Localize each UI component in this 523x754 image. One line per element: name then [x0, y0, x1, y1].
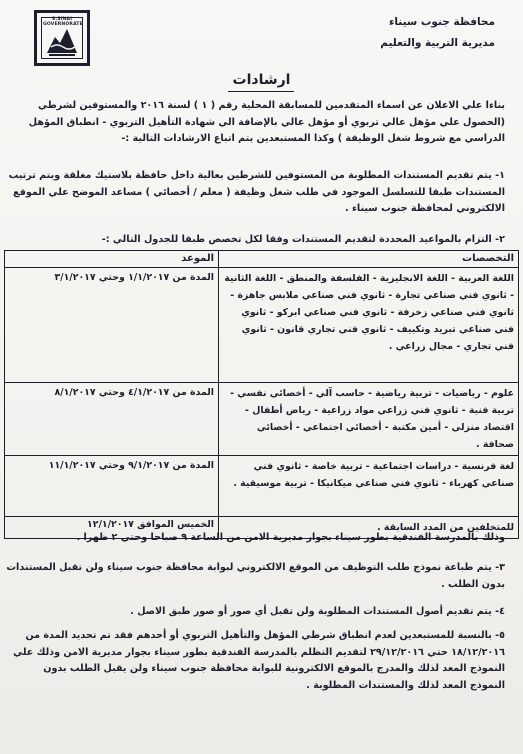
table-row [5, 268, 519, 383]
instruction-5: ٥- بالنسبة للمستبعدين لعدم انطباق شرطي المؤهل والتأهيل التربوي أو أحدهم فقد تم تحديد المدة من ١٨/١٢/٢٠١٦ حتي ٢٩/١٢/٢٠١٦ لتقديم التظلم بالمدرسة الفندقية بطور سيناء بجوار مديرية الامن وذلك علي النموذج المعد لذلك والمدرج بالموقع الالكترونية للبوابة محافظة جنوب سيناء ولن يقبل الطلب بدون النموذج المعد لذلك والمستندات المطلوبة . [13, 630, 505, 691]
governorate-logo [34, 10, 90, 66]
date-cell: الخميس الموافق ١٢/١/٢٠١٧ [5, 517, 219, 539]
title-underline [228, 91, 294, 92]
column-header-date: الموعد [5, 251, 219, 268]
instruction-1: ١- يتم تقديم المستندات المطلوبة من المستوفين للشرطين بعالية داخل حافظة بلاستيك مغلقة ويتم ترتيب المستندات طبقا للتسلسل الموجود في طلب شغل وظيفة ( معلم / أخصائي ) مساعد الموضح علي الموقع الالكتروني لمحافظة جنوب سيناء . [8, 170, 505, 214]
table-row [5, 383, 519, 456]
specializations-cell: اللغة العربية - اللغة الانجليزية - الفلسفة والمنطق - اللغة الثانية - ثانوي فني صناعي تجارة - ثانوي فني صناعي ملابس جاهزة - ثانوي فني صناعي زخرفة - ثانوي فني صناعي ابركو - ثانوي فني صناعي تبريد وتكييف - ثانوي فني تجاري قانون - ثانوي فني تجاري - مجال زراعي . [219, 268, 519, 383]
directorate-name: مديرية التربية والتعليم [380, 37, 495, 49]
location-note: وذلك بالمدرسة الفندقية بطور سيناء بجوار مديرية الامن من الساعة ٩ صباحا وحتي ٢ ظهرا . [76, 532, 505, 543]
date-cell: المدة من ٩/١/٢٠١٧ وحتي ١١/١/٢٠١٧ [5, 456, 219, 517]
table-row [5, 456, 519, 517]
date-cell: المدة من ٤/١/٢٠١٧ وحتي ٨/١/٢٠١٧ [5, 383, 219, 456]
governorate-name: محافظة جنوب سيناء [389, 16, 495, 28]
specializations-cell: علوم - رياضيات - تربية رياضية - حاسب آلي - أخصائي نفسي - تربية فنية - ثانوي فني زراعي مواد زراعية - رياض أطفال - اقتصاد منزلي - أمين مكتبة - أخصائي اجتماعي - أخصائي صحافة . [219, 383, 519, 456]
specializations-cell: لغة فرنسية - دراسات اجتماعية - تربية خاصة - ثانوي فني صناعي كهرباء - ثانوي فني صناعي ميكانيكا - تربية موسيقية . [219, 456, 519, 517]
logo-emblem-icon [37, 13, 87, 63]
schedule-table [4, 250, 519, 539]
column-header-spec: التخصصات [219, 251, 519, 268]
intro-paragraph: بناءا علي الاعلان عن اسماء المتقدمين للمسابقة المحلية رقم ( ١ ) لسنة ٢٠١٦ والمستوفين لشرطي (الحصول علي مؤهل عالي تربوي أو مؤهل عالي بالإضافة الي شهادة التأهيل التربوي - انطباق المؤهل الدراسي مع شروط شغل الوظيفة ) وكذا المستبعدين يتم اتباع الارشادات التالية :- [28, 100, 505, 144]
specializations-cell: للمتخلفين من المدد السابقة . [219, 517, 519, 539]
instruction-4: ٤- يتم تقديم أصول المستندات المطلوبة ولن تقبل أي صور أو صور طبق الاصل . [130, 606, 505, 617]
page-title: ارشادات [232, 72, 291, 88]
logo-caption: S.SINAI GOVERNORATE [43, 17, 83, 27]
instruction-3: ٣- يتم طباعة نموذج طلب التوظيف من الموقع الالكتروني لبوابة محافظة جنوب سيناء ولن تقبل المستندات بدون الطلب . [6, 562, 505, 590]
date-cell: المدة من ١/١/٢٠١٧ وحتي ٣/١/٢٠١٧ [5, 268, 219, 383]
instruction-2: ٢- التزام بالمواعيد المحددة لتقديم المستندات وفقا لكل تخصص طبقا للجدول التالي :- [101, 234, 505, 245]
